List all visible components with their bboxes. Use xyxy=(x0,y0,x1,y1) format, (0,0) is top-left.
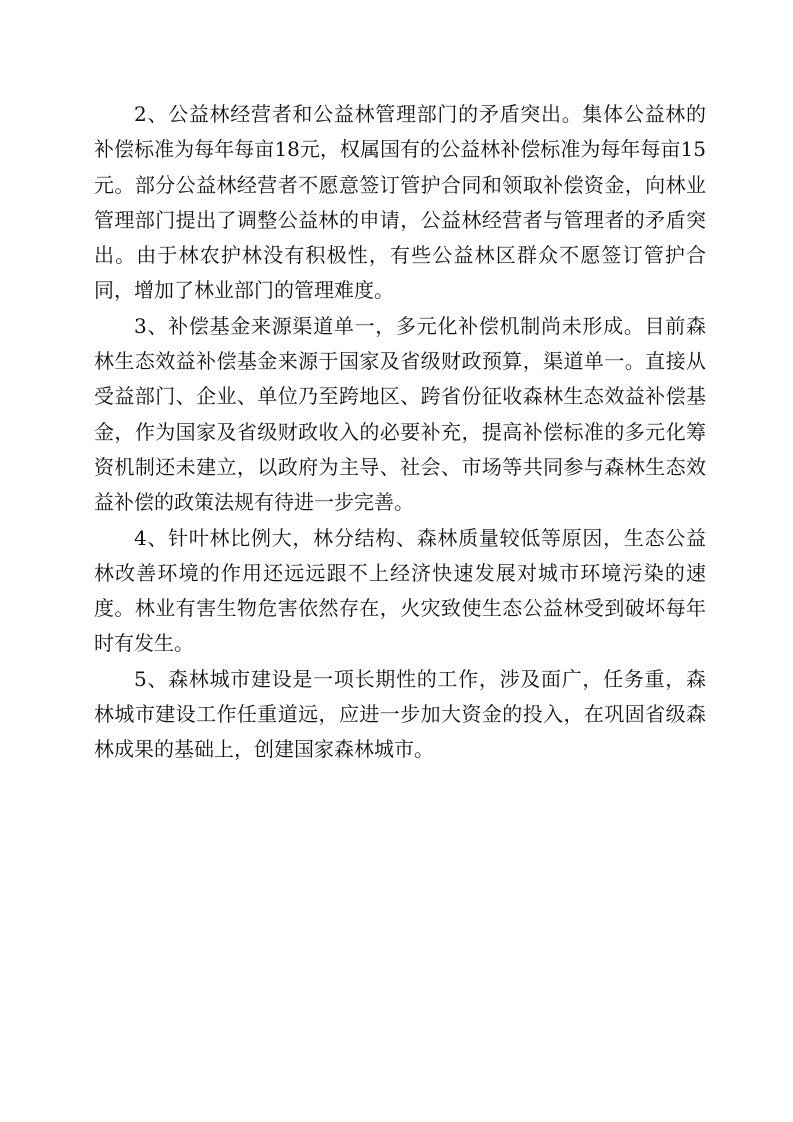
paragraph-2-conflict: 2、公益林经营者和公益林管理部门的矛盾突出。集体公益林的补偿标准为每年每亩18元，权属国有的公益林补偿标准为每年每亩15元。部分公益林经营者不愿意签订管护合同和领取补偿资金，向林业管理部门提出了调整公益林的申请，公益林经营者与管理者的矛盾突出。由于林农护林没有积极性，有些公益林区群众不愿签订管护合同，增加了林业部门的管理难度。 xyxy=(94,102,706,303)
paragraph-4-forest-structure: 4、针叶林比例大，林分结构、森林质量较低等原因，生态公益林改善环境的作用还远远跟不上经济快速发展对城市环境污染的速度。林业有害生物危害依然存在，火灾致使生态公益林受到破坏每年时有发生。 xyxy=(94,525,706,656)
document-body xyxy=(94,97,706,768)
paragraph-5-forest-city: 5、森林城市建设是一项长期性的工作，涉及面广，任务重，森林城市建设工作任重道远，应进一步加大资金的投入，在巩固省级森林成果的基础上，创建国家森林城市。 xyxy=(94,666,706,762)
paragraph-3-funding: 3、补偿基金来源渠道单一，多元化补偿机制尚未形成。目前森林生态效益补偿基金来源于国家及省级财政预算，渠道单一。直接从受益部门、企业、单位乃至跨地区、跨省份征收森林生态效益补偿基金，作为国家及省级财政收入的必要补充，提高补偿标准的多元化筹资机制还未建立，以政府为主导、社会、市场等共同参与森林生态效益补偿的政策法规有待进一步完善。 xyxy=(94,313,706,515)
